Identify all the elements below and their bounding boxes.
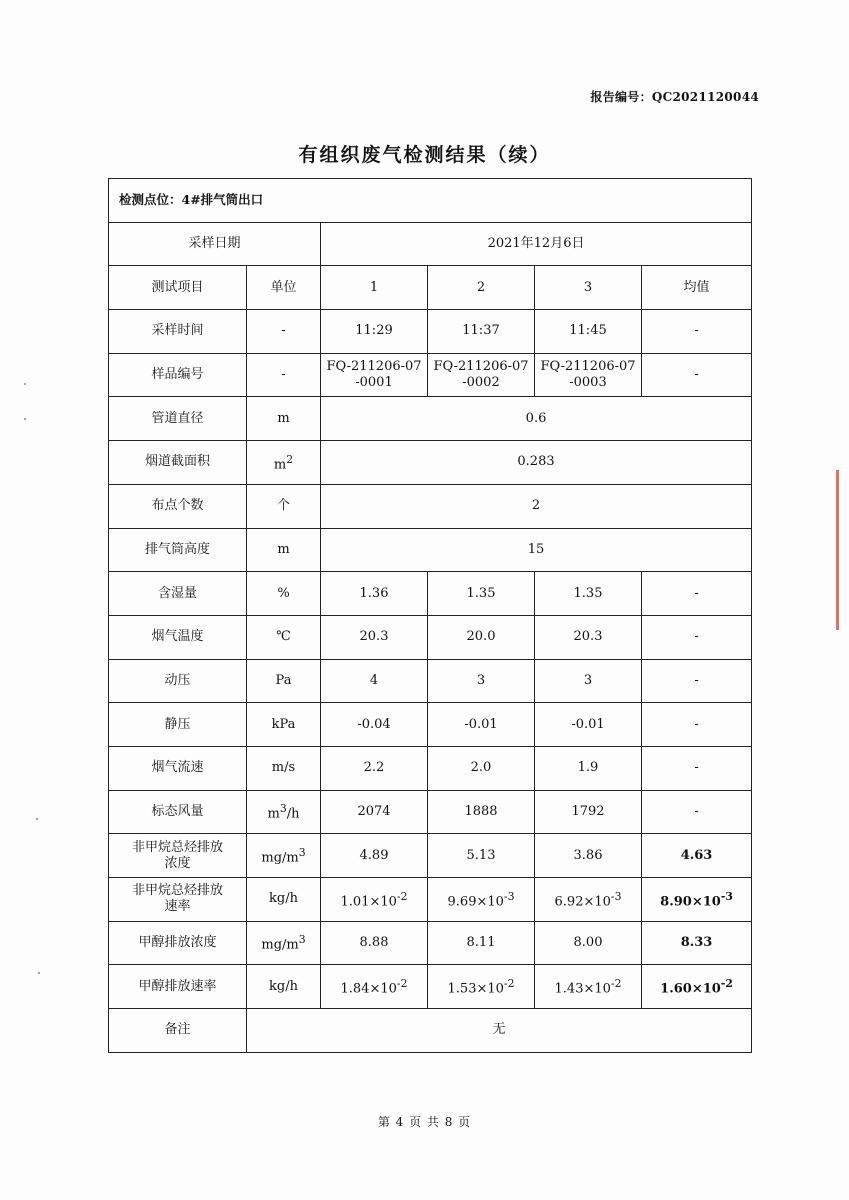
mantissa: 6.92×10 bbox=[554, 894, 611, 909]
row-unit bbox=[247, 790, 321, 834]
unit-base: mg/m bbox=[261, 850, 299, 866]
col-3: 3 bbox=[535, 266, 642, 310]
col-avg: 均值 bbox=[642, 266, 752, 310]
seal-edge bbox=[836, 470, 849, 630]
exponent: -3 bbox=[610, 889, 622, 903]
row-unit: m bbox=[247, 528, 321, 572]
row-label: 静压 bbox=[109, 703, 247, 747]
table-row bbox=[109, 834, 752, 878]
cell-1: 8.88 bbox=[321, 921, 428, 965]
table-row bbox=[109, 484, 752, 528]
sample-id-line1: FQ-211206-07 bbox=[326, 359, 422, 375]
table-row bbox=[109, 615, 752, 659]
date-row bbox=[109, 222, 752, 266]
report-number: 报告编号：QC2021120044 bbox=[590, 90, 759, 104]
table-row bbox=[109, 965, 752, 1009]
cell-1: 4 bbox=[321, 659, 428, 703]
cell-avg: - bbox=[642, 310, 752, 354]
unit-tail: /h bbox=[286, 806, 300, 822]
row-unit: m bbox=[247, 397, 321, 441]
exponent: -2 bbox=[396, 977, 408, 991]
row-unit: - bbox=[247, 310, 321, 354]
cell-1: 1.36 bbox=[321, 572, 428, 616]
table-row bbox=[109, 746, 752, 790]
mantissa: 1.01×10 bbox=[340, 894, 397, 909]
row-unit: kg/h bbox=[247, 965, 321, 1009]
cell-3: 3.86 bbox=[535, 834, 642, 878]
table-row bbox=[109, 703, 752, 747]
row-unit: % bbox=[247, 572, 321, 616]
row-unit: ℃ bbox=[247, 615, 321, 659]
header-row bbox=[109, 266, 752, 310]
label-line2: 速率 bbox=[164, 899, 191, 915]
scan-speck bbox=[24, 418, 26, 420]
note-value: 无 bbox=[247, 1009, 752, 1053]
cell-1: 2074 bbox=[321, 790, 428, 834]
row-label: 样品编号 bbox=[109, 353, 247, 397]
unit-sup: 3 bbox=[298, 933, 306, 947]
cell-1: 2.2 bbox=[321, 746, 428, 790]
table-row bbox=[109, 878, 752, 922]
cell-1 bbox=[321, 878, 428, 922]
row-label: 布点个数 bbox=[109, 484, 247, 528]
unit-base: m bbox=[267, 806, 280, 822]
exponent: -3 bbox=[503, 889, 515, 903]
cell-2 bbox=[428, 353, 535, 397]
table-row bbox=[109, 572, 752, 616]
cell-avg: - bbox=[642, 659, 752, 703]
sample-id-line1: FQ-211206-07 bbox=[433, 359, 529, 375]
cell-3: 3 bbox=[535, 659, 642, 703]
scan-speck bbox=[24, 383, 26, 385]
mantissa: 1.43×10 bbox=[554, 981, 611, 997]
cell-1: 4.89 bbox=[321, 834, 428, 878]
unit-sup: 3 bbox=[298, 845, 306, 859]
row-unit: kg/h bbox=[247, 878, 321, 922]
location-cell: 检测点位：4#排气筒出口 bbox=[109, 179, 752, 223]
cell-2: 1.35 bbox=[428, 572, 535, 616]
cell-3 bbox=[535, 965, 642, 1009]
cell-3: 11:45 bbox=[535, 310, 642, 354]
label-line2: 浓度 bbox=[164, 855, 191, 871]
page-footer: 第 4 页 共 8 页 bbox=[377, 1115, 472, 1129]
cell-1: 11:29 bbox=[321, 310, 428, 354]
cell-2: 3 bbox=[428, 659, 535, 703]
row-unit: - bbox=[247, 353, 321, 397]
date-value: 2021年12月6日 bbox=[321, 222, 752, 266]
merged-value: 2 bbox=[321, 484, 752, 528]
exponent: -3 bbox=[720, 889, 733, 903]
row-label bbox=[109, 834, 247, 878]
merged-value: 0.6 bbox=[321, 397, 752, 441]
row-unit bbox=[247, 834, 321, 878]
unit-base: mg/m bbox=[261, 937, 299, 953]
col-unit: 单位 bbox=[247, 266, 321, 310]
row-label: 甲醇排放速率 bbox=[109, 965, 247, 1009]
sample-id-line1: FQ-211206-07 bbox=[540, 359, 636, 375]
row-label: 烟气温度 bbox=[109, 615, 247, 659]
cell-avg: - bbox=[642, 572, 752, 616]
table-row bbox=[109, 397, 752, 441]
cell-2: 5.13 bbox=[428, 834, 535, 878]
mantissa: 1.60×10 bbox=[660, 981, 721, 997]
row-label: 甲醇排放浓度 bbox=[109, 921, 247, 965]
sample-id-line2: -0001 bbox=[355, 375, 393, 391]
row-unit: kPa bbox=[247, 703, 321, 747]
table-row bbox=[109, 353, 752, 397]
unit-sup: 3 bbox=[279, 802, 287, 816]
cell-avg: 4.63 bbox=[642, 834, 752, 878]
cell-2: 11:37 bbox=[428, 310, 535, 354]
table-row bbox=[109, 1009, 752, 1053]
table-row bbox=[109, 310, 752, 354]
row-label: 烟道截面积 bbox=[109, 441, 247, 485]
cell-avg: - bbox=[642, 615, 752, 659]
scan-speck bbox=[36, 818, 38, 820]
sample-id-line2: -0002 bbox=[462, 375, 500, 391]
row-label: 排气筒高度 bbox=[109, 528, 247, 572]
cell-avg: - bbox=[642, 703, 752, 747]
row-unit: 个 bbox=[247, 484, 321, 528]
row-label bbox=[109, 878, 247, 922]
date-label: 采样日期 bbox=[109, 222, 321, 266]
cell-2: 8.11 bbox=[428, 921, 535, 965]
table-row bbox=[109, 790, 752, 834]
cell-3: 8.00 bbox=[535, 921, 642, 965]
row-label: 采样时间 bbox=[109, 310, 247, 354]
cell-3: 20.3 bbox=[535, 615, 642, 659]
row-unit bbox=[247, 921, 321, 965]
cell-3 bbox=[535, 878, 642, 922]
label-line1: 非甲烷总烃排放 bbox=[131, 839, 223, 855]
cell-avg bbox=[642, 878, 752, 922]
mantissa: 1.53×10 bbox=[447, 981, 504, 997]
table-row bbox=[109, 921, 752, 965]
cell-2: -0.01 bbox=[428, 703, 535, 747]
cell-2 bbox=[428, 965, 535, 1009]
exponent: -2 bbox=[503, 977, 515, 991]
cell-2: 2.0 bbox=[428, 746, 535, 790]
results-table bbox=[108, 178, 752, 1053]
col-2: 2 bbox=[428, 266, 535, 310]
cell-1: 20.3 bbox=[321, 615, 428, 659]
table-row bbox=[109, 659, 752, 703]
row-unit: Pa bbox=[247, 659, 321, 703]
cell-2: 1888 bbox=[428, 790, 535, 834]
unit-base: m bbox=[273, 457, 287, 473]
mantissa: 8.90×10 bbox=[660, 894, 721, 909]
cell-avg: - bbox=[642, 353, 752, 397]
cell-avg: 8.33 bbox=[642, 921, 752, 965]
scan-speck bbox=[38, 972, 40, 974]
row-unit: m/s bbox=[247, 746, 321, 790]
mantissa: 1.84×10 bbox=[340, 981, 397, 997]
col-item: 测试项目 bbox=[109, 266, 247, 310]
merged-value: 15 bbox=[321, 528, 752, 572]
mantissa: 9.69×10 bbox=[447, 894, 504, 909]
sample-id-line2: -0003 bbox=[569, 375, 607, 391]
row-label: 备注 bbox=[109, 1009, 247, 1053]
table-row bbox=[109, 528, 752, 572]
cell-3 bbox=[535, 353, 642, 397]
row-label: 含湿量 bbox=[109, 572, 247, 616]
cell-1: -0.04 bbox=[321, 703, 428, 747]
cell-avg: - bbox=[642, 790, 752, 834]
cell-3: 1.35 bbox=[535, 572, 642, 616]
cell-2 bbox=[428, 878, 535, 922]
cell-avg bbox=[642, 965, 752, 1009]
cell-3: -0.01 bbox=[535, 703, 642, 747]
exponent: -2 bbox=[610, 977, 622, 991]
location-row bbox=[109, 179, 752, 223]
table-row bbox=[109, 441, 752, 485]
exponent: -2 bbox=[396, 889, 408, 903]
label-line1: 非甲烷总烃排放 bbox=[131, 883, 223, 899]
cell-1 bbox=[321, 353, 428, 397]
cell-3: 1792 bbox=[535, 790, 642, 834]
row-label: 动压 bbox=[109, 659, 247, 703]
cell-3: 1.9 bbox=[535, 746, 642, 790]
col-1: 1 bbox=[321, 266, 428, 310]
cell-2: 20.0 bbox=[428, 615, 535, 659]
cell-avg: - bbox=[642, 746, 752, 790]
merged-value: 0.283 bbox=[321, 441, 752, 485]
exponent: -2 bbox=[720, 977, 733, 991]
row-label: 标态风量 bbox=[109, 790, 247, 834]
page-title: 有组织废气检测结果（续） bbox=[298, 144, 551, 166]
row-unit bbox=[247, 441, 321, 485]
row-label: 管道直径 bbox=[109, 397, 247, 441]
unit-sup: 2 bbox=[286, 452, 294, 466]
cell-1 bbox=[321, 965, 428, 1009]
row-label: 烟气流速 bbox=[109, 746, 247, 790]
